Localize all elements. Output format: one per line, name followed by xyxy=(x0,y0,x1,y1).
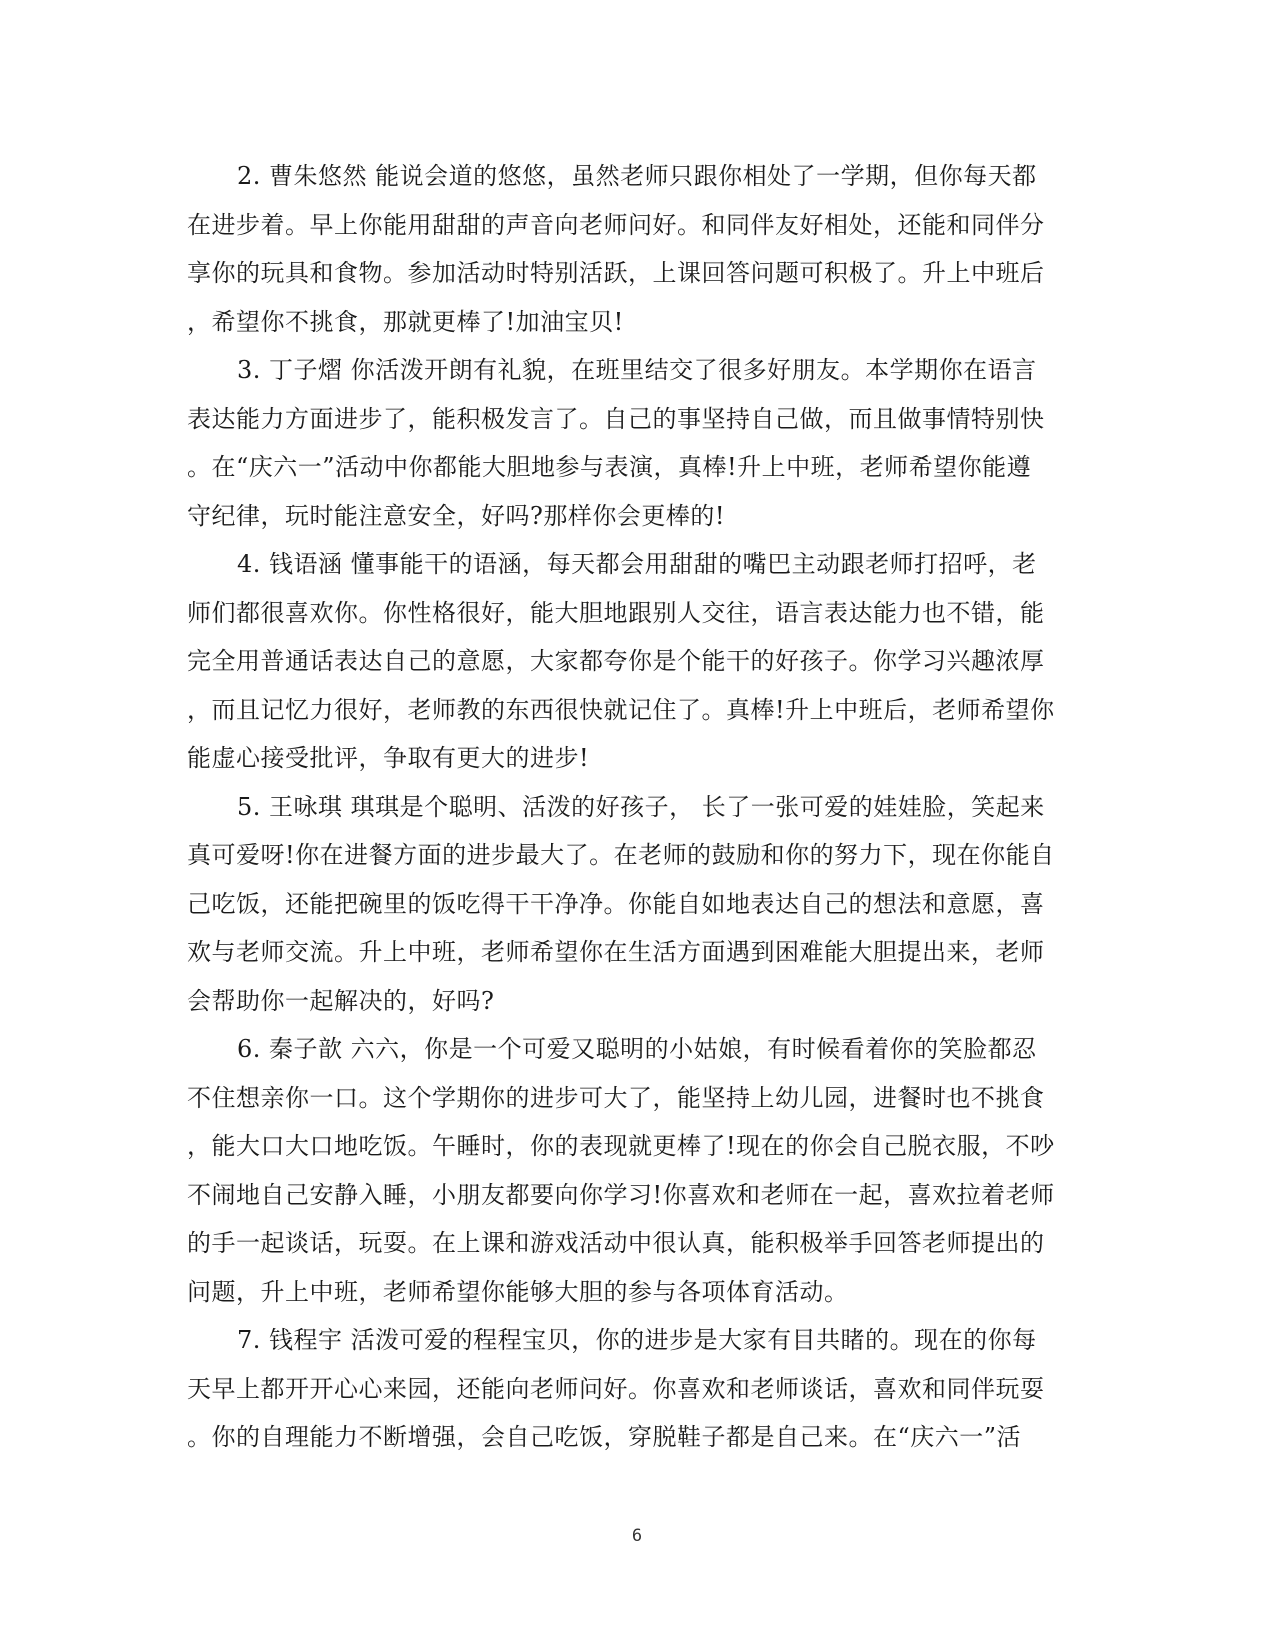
comment-entry-2 xyxy=(187,152,1072,346)
text-line: ，能大口大口地吃饭。午睡时，你的表现就更棒了!现在的你会自己脱衣服，不吵 xyxy=(187,1132,1055,1160)
text-line: 能虚心接受批评，争取有更大的进步! xyxy=(187,744,590,772)
text-line: ，而且记忆力很好，老师教的东西很快就记住了。真棒!升上中班后，老师希望你 xyxy=(187,695,1055,724)
text-line: 7. 钱程宇 活泼可爱的程程宝贝，你的进步是大家有目共睹的。现在的你每 xyxy=(237,1326,1037,1354)
text-line: 2. 曹朱悠然 能说会道的悠悠，虽然老师只跟你相处了一学期，但你每天都 xyxy=(237,162,1037,190)
text-line: 不住想亲你一口。这个学期你的进步可大了，能坚持上幼儿园，进餐时也不挑食 xyxy=(187,1083,1045,1112)
comment-entry-4 xyxy=(187,540,1072,783)
text-line: 己吃饭，还能把碗里的饭吃得干干净净。你能自如地表达自己的想法和意愿，喜 xyxy=(187,889,1045,918)
text-line: 享你的玩具和食物。参加活动时特别活跃，上课回答问题可积极了。升上中班后 xyxy=(187,259,1045,287)
text-line: 在进步着。早上你能用甜甜的声音向老师问好。和同伴友好相处，还能和同伴分 xyxy=(187,210,1045,239)
text-line: 欢与老师交流。升上中班，老师希望你在生活方面遇到困难能大胆提出来，老师 xyxy=(187,938,1045,966)
text-line: 3. 丁子熠 你活泼开朗有礼貌，在班里结交了很多好朋友。本学期你在语言 xyxy=(237,356,1037,384)
text-line: 天早上都开开心心来园，还能向老师问好。你喜欢和老师谈话，喜欢和同伴玩耍 xyxy=(187,1374,1045,1403)
text-line: 问题，升上中班，老师希望你能够大胆的参与各项体育活动。 xyxy=(187,1277,849,1306)
text-line: 会帮助你一起解决的，好吗? xyxy=(187,986,495,1015)
comment-entry-6 xyxy=(187,1025,1072,1316)
text-line: 表达能力方面进步了，能积极发言了。自己的事坚持自己做，而且做事情特别快 xyxy=(187,404,1045,433)
comment-entry-3 xyxy=(187,346,1072,540)
comment-entry-5 xyxy=(187,783,1072,1026)
text-line: 不闹地自己安静入睡，小朋友都要向你学习!你喜欢和老师在一起，喜欢拉着老师 xyxy=(187,1180,1055,1209)
text-line: 。你的自理能力不断增强，会自己吃饭，穿脱鞋子都是自己来。在“庆六一”活 xyxy=(187,1423,1022,1451)
text-line: 6. 秦子歆 六六，你是一个可爱又聪明的小姑娘，有时候看着你的笑脸都忍 xyxy=(237,1035,1037,1063)
text-line: 4. 钱语涵 懂事能干的语涵，每天都会用甜甜的嘴巴主动跟老师打招呼，老 xyxy=(237,550,1037,578)
document-body xyxy=(187,152,1072,1462)
text-line: 5. 王咏琪 琪琪是个聪明、活泼的好孩子， 长了一张可爱的娃娃脸，笑起来 xyxy=(237,792,1045,821)
text-line: ，希望你不挑食，那就更棒了!加油宝贝! xyxy=(187,307,624,336)
text-line: 。在“庆六一”活动中你都能大胆地参与表演，真棒!升上中班，老师希望你能遵 xyxy=(187,453,1032,481)
text-line: 的手一起谈话，玩耍。在上课和游戏活动中很认真，能积极举手回答老师提出的 xyxy=(187,1229,1045,1257)
text-line: 守纪律，玩时能注意安全，好吗?那样你会更棒的! xyxy=(187,501,726,530)
comment-entry-7 xyxy=(187,1316,1072,1462)
text-line: 完全用普通话表达自己的意愿，大家都夸你是个能干的好孩子。你学习兴趣浓厚 xyxy=(187,647,1045,675)
text-line: 师们都很喜欢你。你性格很好，能大胆地跟别人交往，语言表达能力也不错，能 xyxy=(187,598,1045,627)
text-line: 真可爱呀!你在进餐方面的进步最大了。在老师的鼓励和你的努力下，现在你能自 xyxy=(187,841,1055,869)
page-number: 6 xyxy=(631,1526,643,1546)
